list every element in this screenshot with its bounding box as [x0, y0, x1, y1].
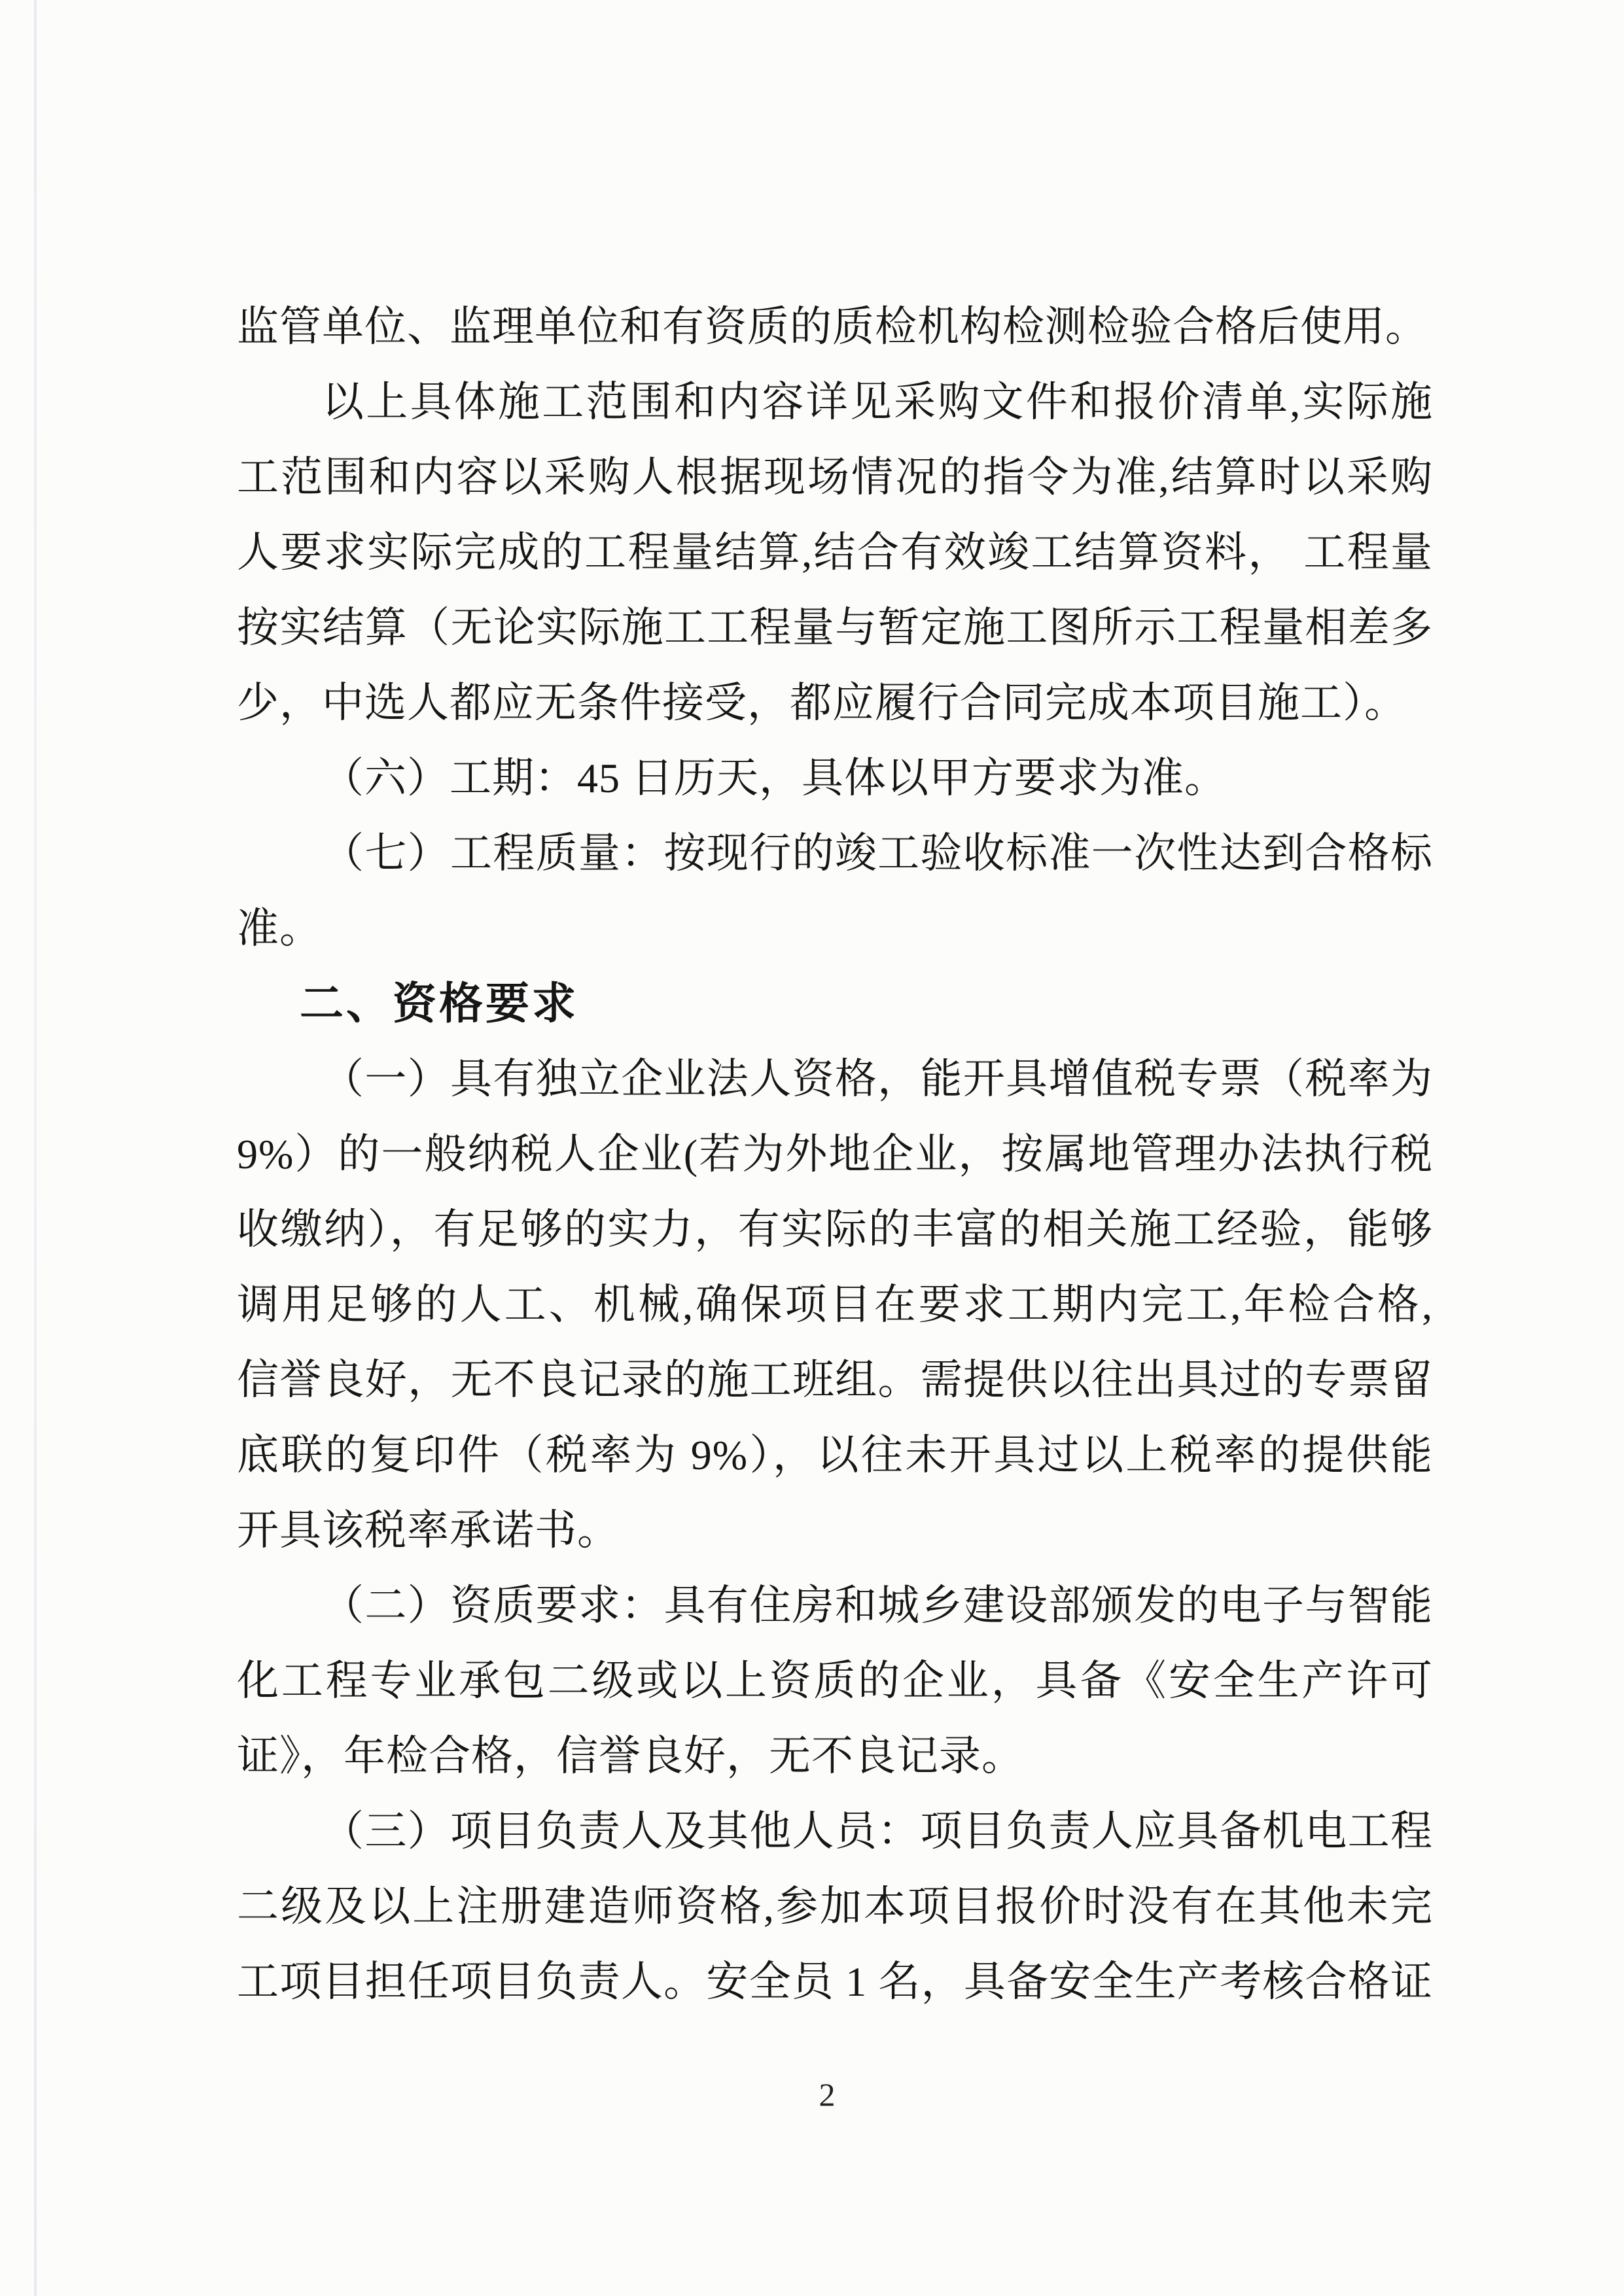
body-line: （七）工程质量：按现行的竣工验收标准一次性达到合格标: [322, 830, 1433, 877]
body-line: 二级及以上注册建造师资格,参加本项目报价时没有在其他未完: [237, 1883, 1433, 1930]
body-line: 证》，年检合格，信誉良好，无不良记录。: [237, 1733, 1024, 1779]
body-line: 以上具体施工范围和内容详见采购文件和报价清单,实际施: [322, 379, 1433, 425]
body-line: 收缴纳），有足够的实力，有实际的丰富的相关施工经验，能够: [237, 1206, 1433, 1253]
body-line: 工项目担任项目负责人。安全员 1 名，具备安全生产考核合格证: [237, 1958, 1433, 2005]
page-number: 2: [819, 2076, 836, 2113]
body-line: （六）工期：45 日历天，具体以甲方要求为准。: [322, 755, 1227, 801]
body-line: 人要求实际完成的工程量结算,结合有效竣工结算资料， 工程量: [237, 529, 1433, 576]
body-line: （二）资质要求：具有住房和城乡建设部颁发的电子与智能: [322, 1582, 1433, 1629]
body-line: 监管单位、监理单位和有资质的质检机构检测检验合格后使用。: [237, 304, 1428, 350]
body-line: 工范围和内容以采购人根据现场情况的指令为准,结算时以采购: [237, 454, 1433, 500]
body-line: （三）项目负责人及其他人员：项目负责人应具备机电工程: [322, 1808, 1433, 1854]
body-line: 少，中选人都应无条件接受，都应履行合同完成本项目施工）。: [237, 680, 1407, 726]
section-heading: 二、资格要求: [300, 979, 578, 1028]
body-line: 准。: [237, 905, 322, 952]
document-body: [237, 289, 1433, 2019]
body-line: （一）具有独立企业法人资格，能开具增值税专票（税率为: [322, 1056, 1433, 1102]
body-line: 底联的复印件（税率为 9%），以往未开具过以上税率的提供能: [237, 1432, 1433, 1478]
body-line: 9%）的一般纳税人企业(若为外地企业，按属地管理办法执行税: [237, 1131, 1433, 1177]
body-line: 信誉良好，无不良记录的施工班组。需提供以往出具过的专票留: [237, 1357, 1433, 1403]
body-line: 调用足够的人工、机械,确保项目在要求工期内完工,年检合格,: [237, 1281, 1433, 1328]
body-line: 化工程专业承包二级或以上资质的企业，具备《安全生产许可: [237, 1658, 1433, 1704]
body-line: 按实结算（无论实际施工工程量与暂定施工图所示工程量相差多: [237, 604, 1433, 651]
body-line: 开具该税率承诺书。: [237, 1507, 620, 1554]
scan-edge-artifact: [34, 0, 37, 2296]
